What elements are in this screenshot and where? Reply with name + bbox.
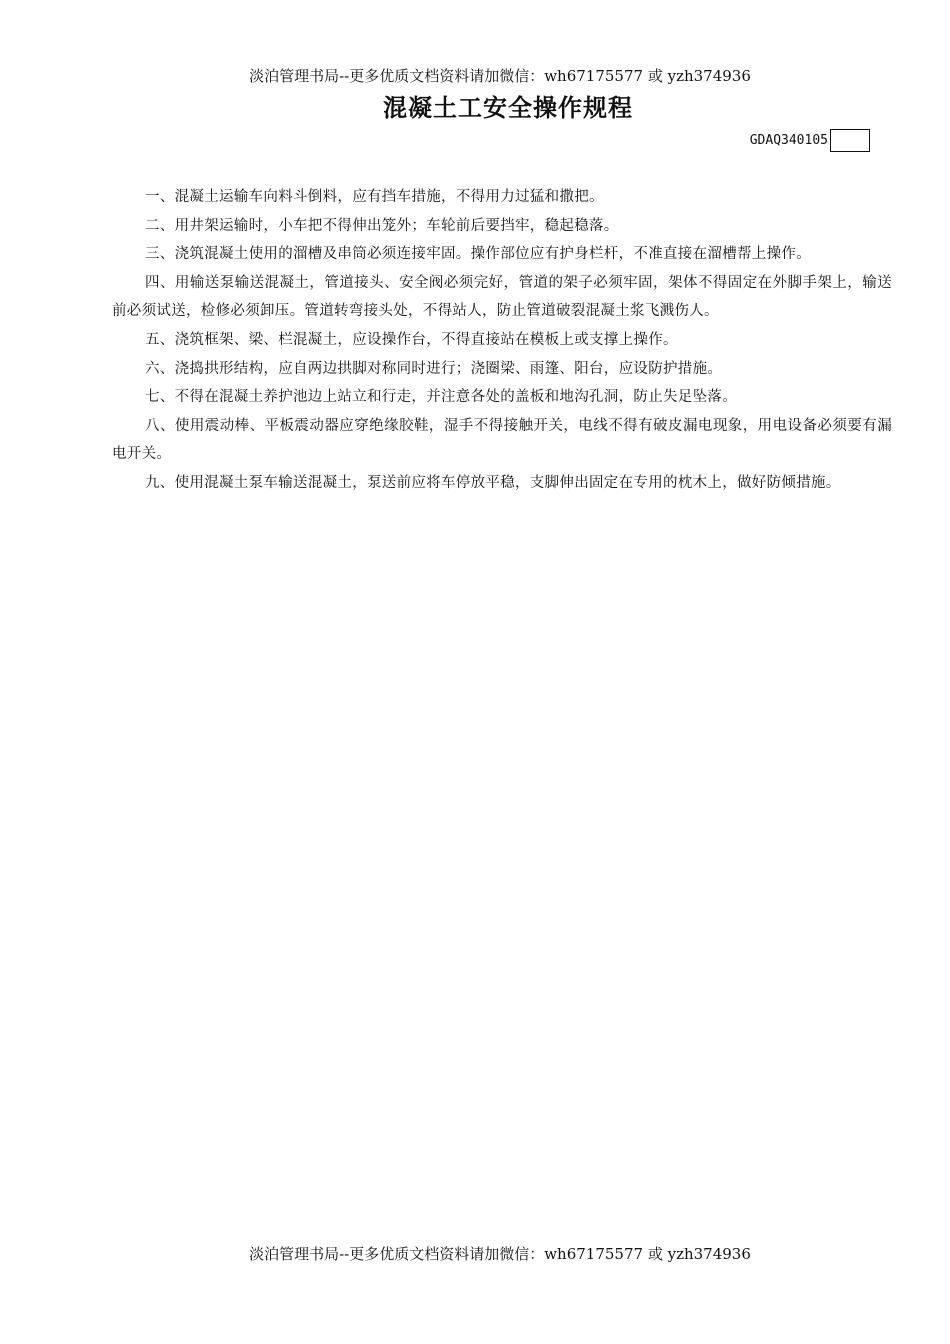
document-title: 混凝土工安全操作规程 xyxy=(383,94,633,122)
code-suffix-box xyxy=(830,129,870,152)
paragraph-7: 七、不得在混凝土养护池边上站立和行走，并注意各处的盖板和地沟孔洞，防止失足坠落。 xyxy=(145,389,737,406)
paragraph-6: 六、浇捣拱形结构，应自两边拱脚对称同时进行；浇圈梁、雨篷、阳台，应设防护措施。 xyxy=(145,360,723,377)
paragraph-9: 九、使用混凝土泵车输送混凝土，泵送前应将车停放平稳，支脚伸出固定在专用的枕木上，做好防倾措施。 xyxy=(145,474,841,491)
footer-note: 淡泊管理书局--更多优质文档资料请加微信：wh67175577 或 yzh374936 xyxy=(249,1245,751,1263)
paragraph-5: 五、浇筑框架、梁、栏混凝土，应设操作台，不得直接站在模板上或支撑上操作。 xyxy=(145,331,678,348)
paragraph-8: 八、使用震动棒、平板震动器应穿绝缘胶鞋，湿手不得接触开关，电线不得有破皮漏电现象，用电设备必须要有漏电开关。 xyxy=(112,417,892,463)
document-code: GDAQ340105 xyxy=(749,133,828,148)
header-note: 淡泊管理书局--更多优质文档资料请加微信：wh67175577 或 yzh374936 xyxy=(249,67,751,85)
paragraph-3: 三、浇筑混凝土使用的溜槽及串筒必须连接牢固。操作部位应有护身栏杆，不准直接在溜槽帮上操作。 xyxy=(145,246,811,263)
paragraph-1: 一、混凝土运输车向料斗倒料，应有挡车措施，不得用力过猛和撒把。 xyxy=(145,189,604,205)
paragraph-4: 四、用输送泵输送混凝土，管道接头、安全阀必须完好，管道的架子必须牢固，架体不得固定在外脚手架上，输送前必须试送，检修必须卸压。管道转弯接头处，不得站人，防止管道破裂混凝土浆飞溅伤人。 xyxy=(112,274,892,320)
document-body xyxy=(112,183,892,498)
document-code-row xyxy=(750,129,870,152)
paragraph-2: 二、用井架运输时，小车把不得伸出笼外；车轮前后要挡牢，稳起稳落。 xyxy=(145,217,619,234)
